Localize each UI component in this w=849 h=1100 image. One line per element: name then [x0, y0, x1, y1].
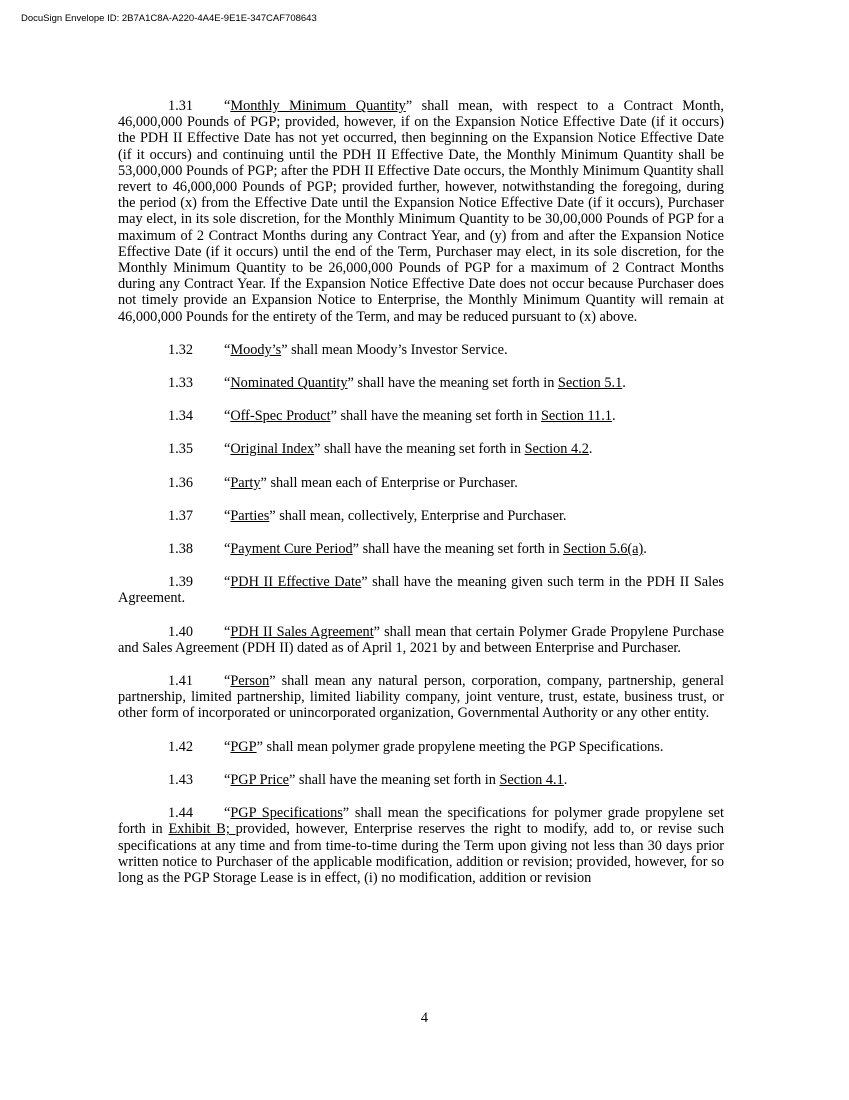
definition-1-36: 1.36 “Party” shall mean each of Enterprise or Purchaser. — [168, 474, 518, 491]
definition-1-35: 1.35 “Original Index” shall have the meaning set forth in Section 4.2. — [168, 441, 593, 458]
section-number: 1.36 — [168, 474, 194, 491]
definition-1-33: 1.33 “Nominated Quantity” shall have the meaning set forth in Section 5.1. — [168, 375, 626, 392]
definition-tail: . — [643, 541, 647, 558]
definition-text: ” shall mean each of Enterprise or Purchaser. — [260, 474, 518, 491]
exhibit-reference-link[interactable]: Exhibit B; — [168, 821, 236, 838]
section-reference-link[interactable]: Section 5.6(a) — [563, 541, 644, 558]
section-number: 1.39 — [168, 574, 194, 591]
page-number: 4 — [420, 1010, 429, 1026]
section-number: 1.41 — [168, 673, 194, 690]
definition-1-39: 1.39 “PDH II Effective Date” shall have the meaning given such term in the PDH II Sales Agreement. — [118, 574, 724, 607]
definition-1-41: 1.41 “Person” shall mean any natural person, corporation, company, partnership, general partnership, limited partnership, limited liability company, joint venture, trust, estate, business trust, or other form of incorporated or unincorporated organization, Governmental Authority or any other entity. — [118, 673, 724, 722]
definition-text: ” shall mean polymer grade propylene meeting the PGP Specifications. — [256, 738, 664, 755]
section-number: 1.37 — [168, 507, 194, 524]
section-number: 1.40 — [168, 623, 194, 640]
definition-1-42: 1.42 “PGP” shall mean polymer grade propylene meeting the PGP Specifications. — [168, 738, 664, 755]
definition-1-40: 1.40 “PDH II Sales Agreement” shall mean that certain Polymer Grade Propylene Purchase and Sales Agreement (PDH II) dated as of April 1, 2021 by and between Enterprise and Purchaser. — [118, 623, 725, 656]
definition-text: ” shall have the meaning set forth in — [289, 771, 500, 788]
defined-term: PGP Specifications — [230, 805, 343, 822]
section-number: 1.34 — [168, 408, 194, 425]
defined-term: PGP — [230, 738, 257, 755]
definition-text: ” shall mean any natural person, corporation, company, partnership, general partnership, limited partnership, limited liability company, joint venture, trust, estate, business trust, or other form of incorporated or unincorporated organization, Governmental Authority or any other entity. — [118, 673, 724, 722]
definition-1-37: 1.37 “Parties” shall mean, collectively, Enterprise and Purchaser. — [168, 507, 567, 524]
section-number: 1.38 — [168, 541, 194, 558]
defined-term: PDH II Effective Date — [230, 574, 362, 591]
section-number: 1.42 — [168, 738, 194, 755]
definition-1-34: 1.34 “Off-Spec Product” shall have the meaning set forth in Section 11.1. — [168, 408, 616, 425]
section-number: 1.43 — [168, 771, 194, 788]
docusign-envelope-id: DocuSign Envelope ID: 2B7A1C8A-A220-4A4E-9E1E-347CAF708643 — [21, 13, 317, 24]
definition-text: ” shall mean the specifications for polymer grade propylene set forth in — [118, 805, 724, 838]
section-number: 1.32 — [168, 341, 194, 358]
defined-term: PGP Price — [230, 771, 290, 788]
definition-text: ” shall have the meaning set forth in — [347, 375, 558, 392]
defined-term: Parties — [230, 507, 270, 524]
section-number: 1.33 — [168, 375, 194, 392]
document-body — [118, 98, 724, 903]
definition-1-44: 1.44 “PGP Specifications” shall mean the specifications for polymer grade propylene set forth in Exhibit B; provided, however, Enterprise reserves the right to modify, add to, or revise such specifications at any time and from time-to-time during the Term upon giving not less than 30 days prior written notice to Purchaser of the applicable modification, addition or revision; provided, however, for so long as the PGP Storage Lease is in effect, (i) no modification, addition or revision — [118, 805, 724, 886]
defined-term: Person — [230, 673, 270, 690]
defined-term: Payment Cure Period — [230, 541, 353, 558]
defined-term: Party — [230, 474, 261, 491]
definition-text: ” shall have the meaning set forth in — [314, 441, 525, 458]
defined-term: Off-Spec Product — [230, 408, 331, 425]
definition-1-38: 1.38 “Payment Cure Period” shall have the meaning set forth in Section 5.6(a). — [168, 541, 647, 558]
defined-term: Monthly Minimum Quantity — [230, 98, 406, 114]
defined-term: Nominated Quantity — [230, 375, 348, 392]
definition-tail: . — [563, 771, 568, 788]
definition-tail: provided, however, Enterprise reserves the right to modify, add to, or revise such specifications at any time and from time-to-time during the Term upon giving not less than 30 days prior written notice to Purchaser of the applicable modification, addition or revision; provided, however, for so long as the PGP Storage Lease is in effect, (i) no modification, addition or revision — [118, 821, 724, 886]
definition-text: ” shall mean Moody’s Investor Service. — [281, 341, 508, 358]
section-reference-link[interactable]: Section 4.2 — [524, 441, 589, 458]
definition-text: ” shall mean, with respect to a Contract Month, 46,000,000 Pounds of PGP; provided, however, if on the Expansion Notice Effective Date (if it occurs) the PDH II Effective Date has not yet occurred, then beginning on the Expansion Notice Effective Date (if it occurs) and continuing until the PDH II Effective Date, the Monthly Minimum Quantity shall be 53,000,000 Pounds of PGP; after the PDH II Effective Date occurs, the Monthly Minimum Quantity shall revert to 46,000,000 Pounds of PGP; provided further, however, notwithstanding the foregoing, during the period (x) from the Effective Date until the Expansion Notice Effective Date (if it occurs), Purchaser may elect, in its sole discretion, for the Monthly Minimum Quantity to be 30,00,000 Pounds of PGP for a maximum of 2 Contract Months during any Contract Year, and (y) from and after the Expansion Notice Effective Date (if it occurs) until the end of the Term, Purchaser may elect, in its sole discretion, for the Monthly Minimum Quantity to be 26,000,000 Pounds of PGP for a maximum of 2 Contract Months during any Contract Year. If the Expansion Notice Effective Date does not occur because Purchaser does not timely provide an Expansion Notice to Enterprise, the Monthly Minimum Quantity will remain at 46,000,000 Pounds for the entirety of the Term, and may be reduced pursuant to (x) above. — [118, 98, 724, 325]
section-reference-link[interactable]: Section 5.1 — [557, 375, 623, 392]
section-number: 1.44 — [168, 805, 194, 822]
definition-text: ” shall mean that certain Polymer Grade Propylene Purchase and Sales Agreement (PDH II) dated as of April 1, 2021 by and between Enterprise and Purchaser. — [118, 623, 725, 656]
defined-term: Original Index — [230, 441, 315, 458]
definition-1-43: 1.43 “PGP Price” shall have the meaning set forth in Section 4.1. — [168, 771, 568, 788]
definition-tail: . — [588, 441, 593, 458]
definition-1-32: 1.32 “Moody’s” shall mean Moody’s Investor Service. — [168, 341, 508, 358]
definition-1-31: 1.31 “Monthly Minimum Quantity” shall mean, with respect to a Contract Month, 46,000,000 Pounds of PGP; provided, however, if on the Expansion Notice Effective Date (if it occurs) the PDH II Effective Date has not yet occurred, then beginning on the Expansion Notice Effective Date (if it occurs) and continuing until the PDH II Effective Date, the Monthly Minimum Quantity shall be 53,000,000 Pounds of PGP; after the PDH II Effective Date occurs, the Monthly Minimum Quantity shall revert to 46,000,000 Pounds of PGP; provided further, however, notwithstanding the foregoing, during the period (x) from the Effective Date until the Expansion Notice Effective Date (if it occurs), Purchaser may elect, in its sole discretion, for the Monthly Minimum Quantity to be 30,00,000 Pounds of PGP for a maximum of 2 Contract Months during any Contract Year, and (y) from and after the Expansion Notice Effective Date (if it occurs) until the end of the Term, Purchaser may elect, in its sole discretion, for the Monthly Minimum Quantity to be 26,000,000 Pounds of PGP for a maximum of 2 Contract Months during any Contract Year. If the Expansion Notice Effective Date does not occur because Purchaser does not timely provide an Expansion Notice to Enterprise, the Monthly Minimum Quantity will remain at 46,000,000 Pounds for the entirety of the Term, and may be reduced pursuant to (x) above. — [118, 98, 724, 325]
definition-text: ” shall have the meaning set forth in — [330, 408, 541, 425]
definition-text: ” shall have the meaning set forth in — [352, 541, 564, 558]
section-number: 1.31 — [168, 98, 194, 114]
defined-term: PDH II Sales Agreement — [230, 623, 374, 640]
section-reference-link[interactable]: Section 11.1 — [540, 408, 612, 425]
section-reference-link[interactable]: Section 4.1 — [499, 771, 564, 788]
defined-term: Moody’s — [230, 341, 282, 358]
definition-text: ” shall mean, collectively, Enterprise and Purchaser. — [269, 507, 567, 524]
definition-text: ” shall have the meaning given such term in the PDH II Sales Agreement. — [118, 574, 724, 607]
definition-tail: . — [622, 375, 626, 392]
section-number: 1.35 — [168, 441, 194, 458]
definition-tail: . — [611, 408, 616, 425]
